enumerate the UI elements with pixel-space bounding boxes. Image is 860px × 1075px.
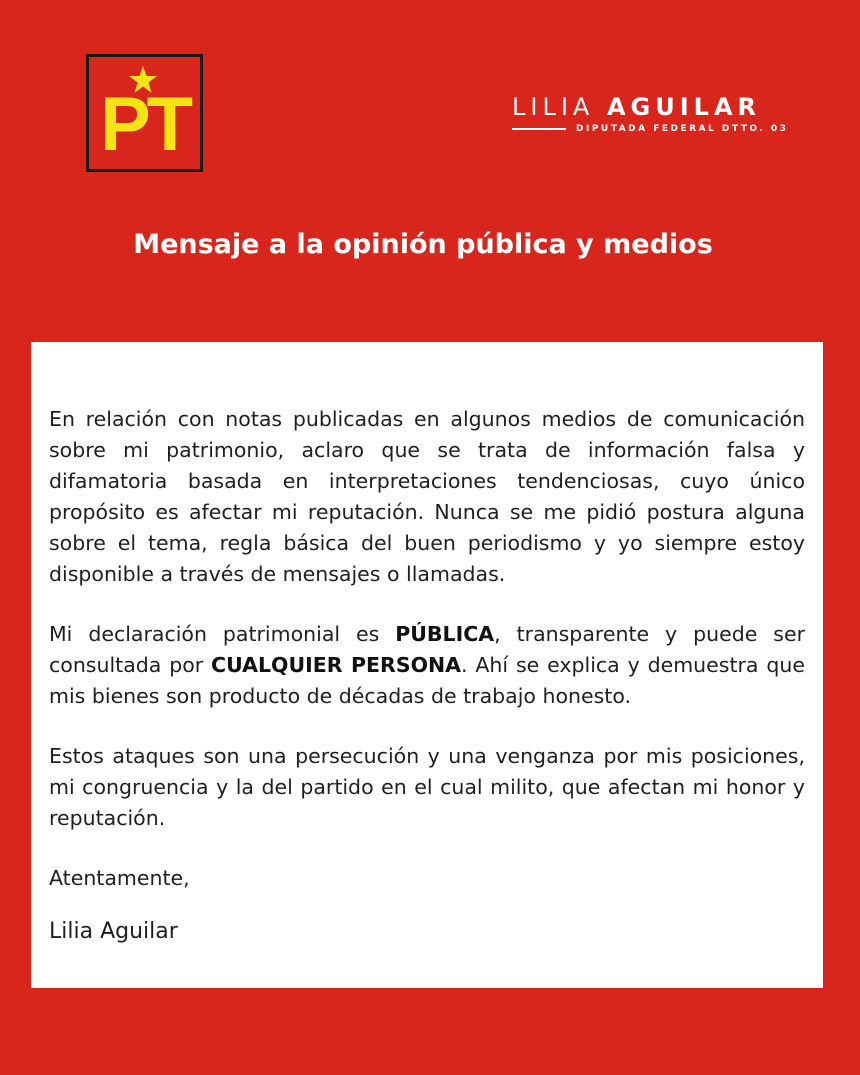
signature-name: Lilia Aguilar [49,919,178,944]
brand-subtitle-row [512,124,792,134]
pt-logo-text: PT [99,82,190,167]
p2-emphasis-publica: PÚBLICA [395,622,495,646]
statement-card [31,342,823,988]
closing-salutation: Atentamente, [49,866,190,890]
pt-party-logo [86,54,203,172]
brand-block [512,94,792,134]
brand-last-name: AGUILAR [606,93,762,121]
statement-paragraph-1: En relación con notas publicadas en algunos medios de comunicación sobre mi patrimonio, aclaro que se trata de información falsa y difamatoria basada en interpretaciones tendenciosas, cuyo único propósito es afectar mi reputación. Nunca se me pidió postura alguna sobre el tema, regla básica del buen periodismo y yo siempre estoy disponible a través de mensajes o llamadas. [49,407,805,586]
p2-text-c: , transparente y puede ser consultada por [49,622,805,677]
p2-text-a: Mi declaración patrimonial es [49,622,396,646]
brand-divider-line [512,128,566,130]
page-title: Mensaje a la opinión pública y medios [133,229,713,260]
statement-paragraph-3: Estos ataques son una persecución y una venganza por mis posiciones, mi congruencia y la del partido en el cual milito, que afectan mi honor y reputación. [49,744,805,830]
p2-text-e: . Ahí se explica y demuestra que mis bienes son producto de décadas de trabajo honesto. [49,653,805,708]
brand-role: DIPUTADA FEDERAL DTTO. 03 [576,124,789,134]
brand-name [512,94,792,120]
statement-paragraph-2 [49,619,805,712]
p2-emphasis-cualquier-persona: CUALQUIER PERSONA [211,653,462,677]
brand-first-name: LILIA [512,93,595,121]
